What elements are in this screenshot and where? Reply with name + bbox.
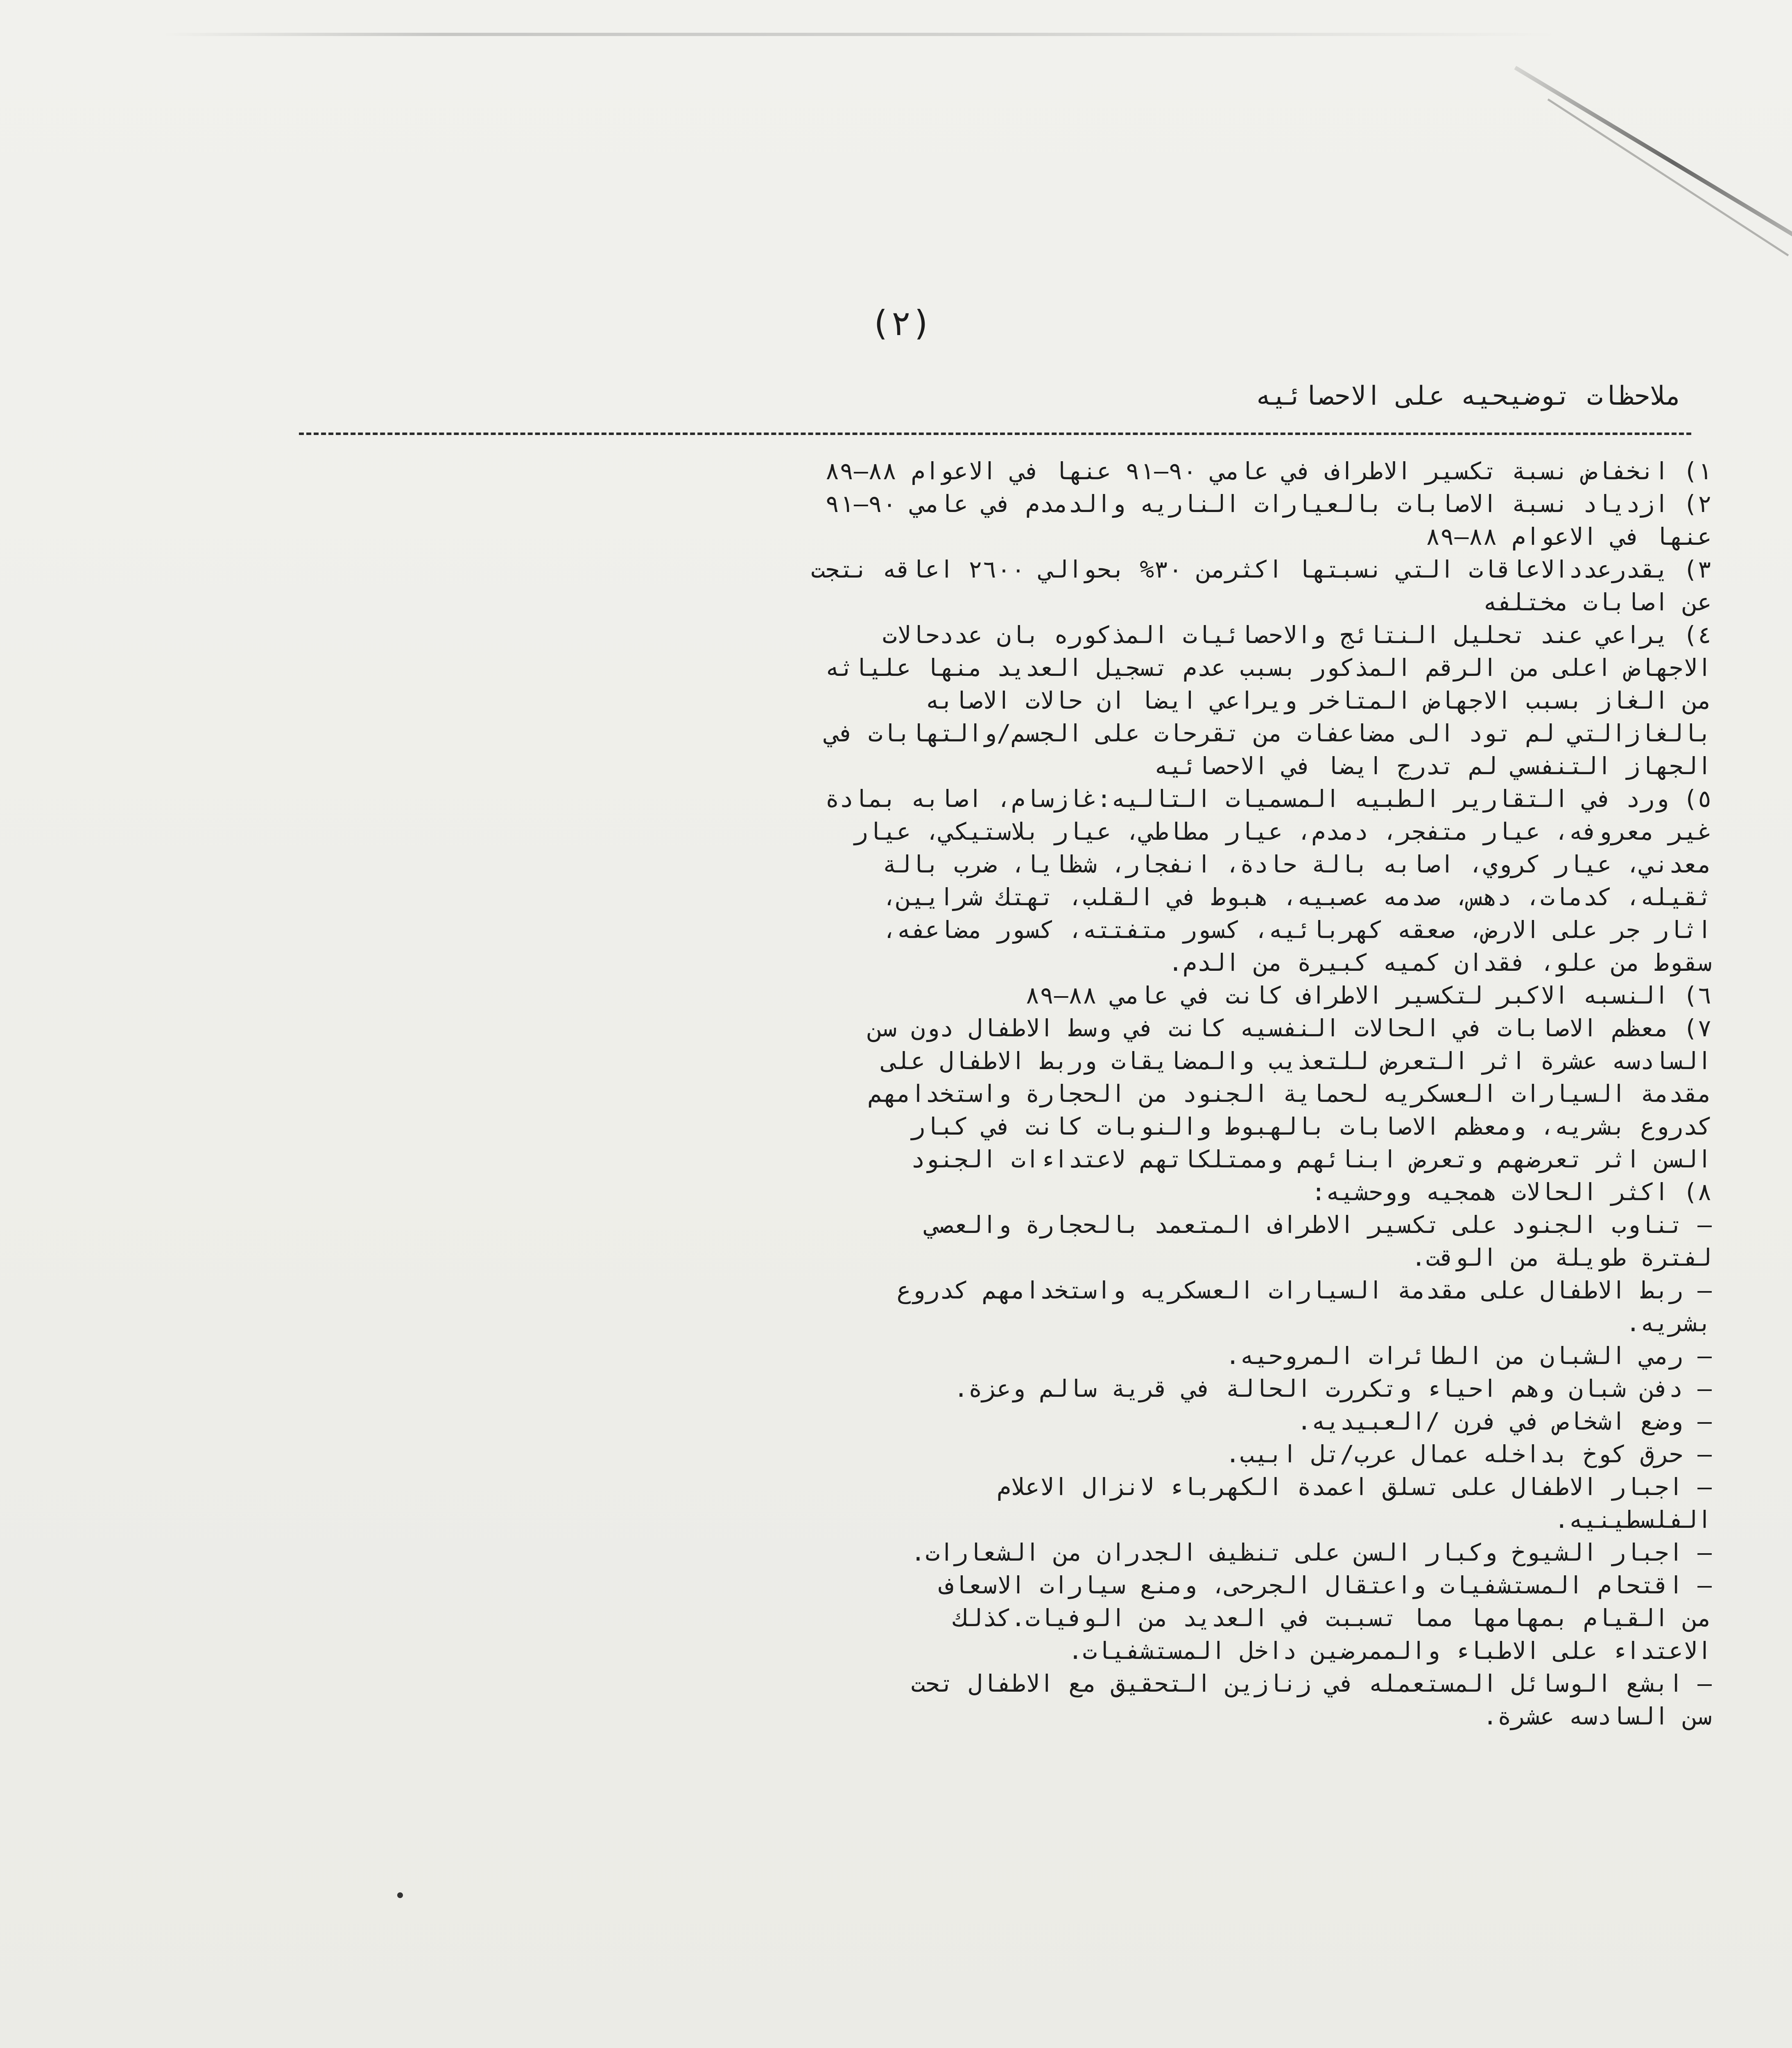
- corner-fold-mark-secondary: [1548, 98, 1789, 256]
- text-line: – تناوب الجنود على تكسير الاطراف المتعمد بالحجارة والعصي: [925, 1211, 1712, 1239]
- text-line: مقدمة السيارات العسكريه لحماية الجنود من الحجارة واستخدامهم: [868, 1080, 1712, 1108]
- text-line: السادسه عشرة اثر التعرض للتعذيب والمضايقات وربط الاطفال على: [882, 1047, 1712, 1075]
- text-line: السن اثر تعرضهم وتعرض ابنائهم وممتلكاتهم لاعتداءات الجنود: [911, 1145, 1712, 1173]
- text-line: ٢) ازدياد نسبة الاصابات بالعيارات الناريه والدمدم في عامي ٩٠—٩١: [825, 490, 1712, 518]
- text-line: – اجبار الاطفال على تسلق اعمدة الكهرباء لانزال الاعلام: [997, 1473, 1712, 1501]
- notes-body: [246, 455, 1712, 1733]
- text-line: عن اصابات مختلفه: [1483, 588, 1712, 616]
- text-line: ٨) اكثر الحالات همجيه ووحشيه:: [1311, 1178, 1712, 1206]
- text-line: – اجبار الشيوخ وكبار السن على تنظيف الجدران من الشعارات.: [911, 1538, 1712, 1566]
- text-line: – اقتحام المستشفيات واعتقال الجرحى، ومنع سيارات الاسعاف: [939, 1571, 1712, 1599]
- text-line: عنها في الاعوام ٨٨—٨٩: [1425, 523, 1712, 551]
- text-line: – وضع اشخاص في فرن /العبيديه.: [1297, 1407, 1712, 1435]
- text-line: الاعتداء على الاطباء والممرضين داخل المستشفيات.: [1068, 1637, 1712, 1665]
- margin-dot-mark: [397, 1892, 403, 1898]
- text-line: ثقيله، كدمات، دهس، صدمه عصبيه، هبوط في القلب، تهتك شرايين،: [882, 883, 1712, 911]
- text-line: ٦) النسبه الاكبر لتكسير الاطراف كانت في عامي ٨٨—٨٩: [1025, 981, 1712, 1009]
- text-line: – ابشع الوسائل المستعمله في زنازين التحقيق مع الاطفال تحت: [911, 1670, 1712, 1697]
- heading-dashed-rule: [299, 433, 1691, 435]
- text-line: – دفن شبان وهم احياء وتكررت الحالة في قرية سالم وعزة.: [954, 1375, 1712, 1402]
- text-line: ٤) يراعي عند تحليل النتائج والاحصائيات المذكوره بان عددحالات: [882, 621, 1712, 649]
- text-line: ٣) يقدرعددالاعاقات التي نسبتها اكثرمن ٣٠% بحوالي ٢٦٠٠ اعاقه نتجت: [811, 555, 1712, 583]
- text-line: ١) انخفاض نسبة تكسير الاطراف في عامي ٩٠—٩١ عنها في الاعوام ٨٨—٨٩: [825, 457, 1712, 485]
- text-line: غير معروفه، عيار متفجر، دمدم، عيار مطاطي، عيار بلاستيكي، عيار: [853, 818, 1712, 845]
- text-line: من القيام بمهامها مما تسببت في العديد من الوفيات.كذلك: [954, 1604, 1712, 1632]
- text-line: بشريه.: [1626, 1309, 1712, 1337]
- text-line: كدروع بشريه، ومعظم الاصابات بالهبوط والنوبات كانت في كبار: [911, 1112, 1712, 1140]
- copy-smudge-mark: [164, 33, 1556, 36]
- text-line: ٧) معظم الاصابات في الحالات النفسيه كانت في وسط الاطفال دون سن: [868, 1014, 1712, 1042]
- text-line: الفلسطينيه.: [1554, 1506, 1712, 1534]
- document-heading: ملاحظات توضيحيه على الاحصائيه: [1255, 381, 1681, 411]
- text-line: سقوط من علو، فقدان كميه كبيرة من الدم.: [1168, 949, 1712, 976]
- text-line: لفترة طويلة من الوقت.: [1411, 1244, 1712, 1271]
- page-number: (٢): [870, 303, 932, 343]
- text-line: من الغاز بسبب الاجهاض المتاخر ويراعي ايضا ان حالات الاصابه: [925, 686, 1712, 714]
- text-line: بالغازالتي لم تود الى مضاعفات من تقرحات على الجسم/والتهابات في: [825, 719, 1712, 747]
- text-line: ٥) ورد في التقارير الطبيه المسميات التاليه:غازسام، اصابه بمادة: [825, 785, 1712, 813]
- text-line: سن السادسه عشرة.: [1483, 1702, 1712, 1730]
- text-line: – رمي الشبان من الطائرات المروحيه.: [1225, 1342, 1712, 1370]
- text-line: – حرق كوخ بداخله عمال عرب/تل ابيب.: [1225, 1440, 1712, 1468]
- text-line: اثار جر على الارض، صعقه كهربائيه، كسور متفتته، كسور مضاعفه،: [882, 916, 1712, 944]
- text-line: الجهاز التنفسي لم تدرج ايضا في الاحصائيه: [1154, 752, 1712, 780]
- text-line: – ربط الاطفال على مقدمة السيارات العسكريه واستخدامهم كدروع: [896, 1276, 1712, 1304]
- text-line: معدني، عيار كروي، اصابه بالة حادة، انفجار، شظايا، ضرب بالة: [882, 850, 1712, 878]
- text-line: الاجهاض اعلى من الرقم المذكور بسبب عدم تسجيل العديد منها علياثه: [825, 654, 1712, 682]
